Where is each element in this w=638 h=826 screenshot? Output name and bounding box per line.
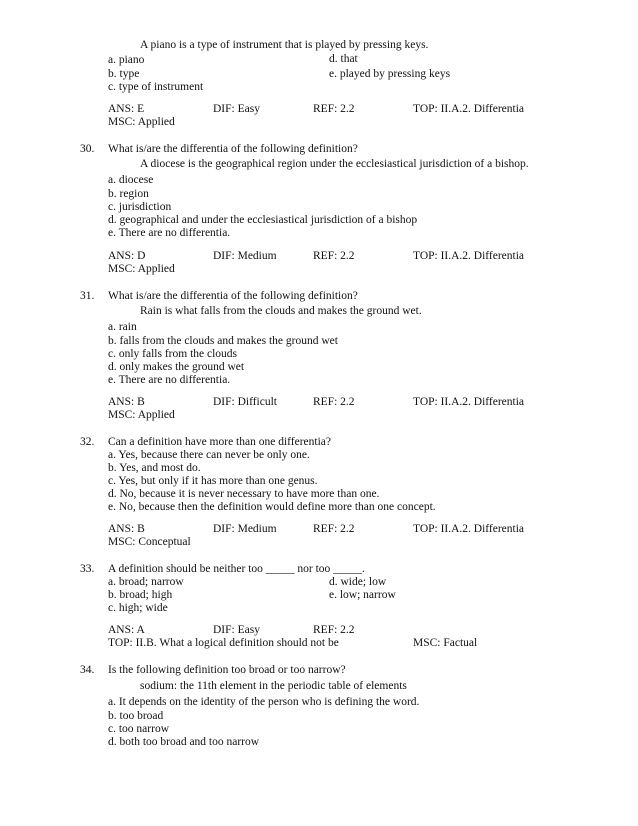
q30-number: 30. [80,143,95,155]
q31-option-e: e. There are no differentia. [108,374,231,386]
q32-question: Can a definition have more than one differentia? [108,436,331,448]
q30-answer: ANS: D [108,250,146,262]
q29-reference: REF: 2.2 [313,103,355,115]
q32-option-b: b. Yes, and most do. [108,462,201,474]
q32-topic: TOP: II.A.2. Differentia [413,523,525,535]
q32-option-d: d. No, because it is never necessary to have more than one. [108,488,380,500]
q32-answer: ANS: B [108,523,145,535]
q33-option-d: d. wide; low [329,576,387,588]
q31-msc: MSC: Applied [108,409,175,421]
q31-number: 31. [80,290,95,302]
q29-topic: TOP: II.A.2. Differentia [413,103,525,115]
q29-option-a: a. piano [108,54,145,66]
q29-stem: A piano is a type of instrument that is played by pressing keys. [140,39,429,51]
q31-option-d: d. only makes the ground wet [108,361,245,373]
q33-option-e: e. low; narrow [329,589,396,601]
q29-option-c: c. type of instrument [108,81,204,93]
q31-question: What is/are the differentia of the following definition? [108,290,358,302]
q31-reference: REF: 2.2 [313,396,355,408]
q31-option-b: b. falls from the clouds and makes the ground wet [108,335,338,347]
q33-msc: MSC: Factual [413,637,478,649]
q30-option-e: e. There are no differentia. [108,227,231,239]
q30-option-a: a. diocese [108,174,154,186]
q29-msc: MSC: Applied [108,116,175,128]
q32-difficulty: DIF: Medium [213,523,277,535]
q33-topic: TOP: II.B. What a logical definition should not be [108,637,339,649]
q34-question: Is the following definition too broad or too narrow? [108,664,346,676]
q33-answer: ANS: A [108,624,145,636]
q34-number: 34. [80,664,95,676]
q29-option-b: b. type [108,68,140,80]
q30-reference: REF: 2.2 [313,250,355,262]
q29-answer: ANS: E [108,103,145,115]
q33-number: 33. [80,563,95,575]
q34-option-a: a. It depends on the identity of the person who is defining the word. [108,696,420,708]
q30-msc: MSC: Applied [108,263,175,275]
q33-option-b: b. broad; high [108,589,173,601]
q32-reference: REF: 2.2 [313,523,355,535]
q32-option-a: a. Yes, because there can never be only one. [108,449,310,461]
q30-difficulty: DIF: Medium [213,250,277,262]
q34-option-c: c. too narrow [108,723,169,735]
q30-option-d: d. geographical and under the ecclesiastical jurisdiction of a bishop [108,214,418,226]
q32-option-c: c. Yes, but only if it has more than one genus. [108,475,318,487]
q32-option-e: e. No, because then the definition would define more than one concept. [108,501,436,513]
q33-option-c: c. high; wide [108,602,168,614]
q31-option-a: a. rain [108,321,137,333]
q30-question: What is/are the differentia of the following definition? [108,143,358,155]
q31-stem: Rain is what falls from the clouds and makes the ground wet. [140,305,422,317]
q30-option-c: c. jurisdiction [108,201,172,213]
q33-question: A definition should be neither too _____ nor too _____. [108,563,365,575]
q33-difficulty: DIF: Easy [213,624,260,636]
q30-option-b: b. region [108,188,149,200]
q31-topic: TOP: II.A.2. Differentia [413,396,525,408]
q32-msc: MSC: Conceptual [108,536,191,548]
q31-answer: ANS: B [108,396,145,408]
q33-option-a: a. broad; narrow [108,576,184,588]
q33-reference: REF: 2.2 [313,624,355,636]
q34-option-d: d. both too broad and too narrow [108,736,260,748]
q29-option-d: d. that [329,53,358,65]
q29-option-e: e. played by pressing keys [329,68,451,80]
q31-difficulty: DIF: Difficult [213,396,277,408]
q34-option-b: b. too broad [108,710,164,722]
q31-option-c: c. only falls from the clouds [108,348,238,360]
q32-number: 32. [80,436,95,448]
q30-topic: TOP: II.A.2. Differentia [413,250,525,262]
q30-stem: A diocese is the geographical region under the ecclesiastical jurisdiction of a bishop. [140,158,529,170]
q29-difficulty: DIF: Easy [213,103,260,115]
q34-stem: sodium: the 11th element in the periodic table of elements [140,680,407,692]
